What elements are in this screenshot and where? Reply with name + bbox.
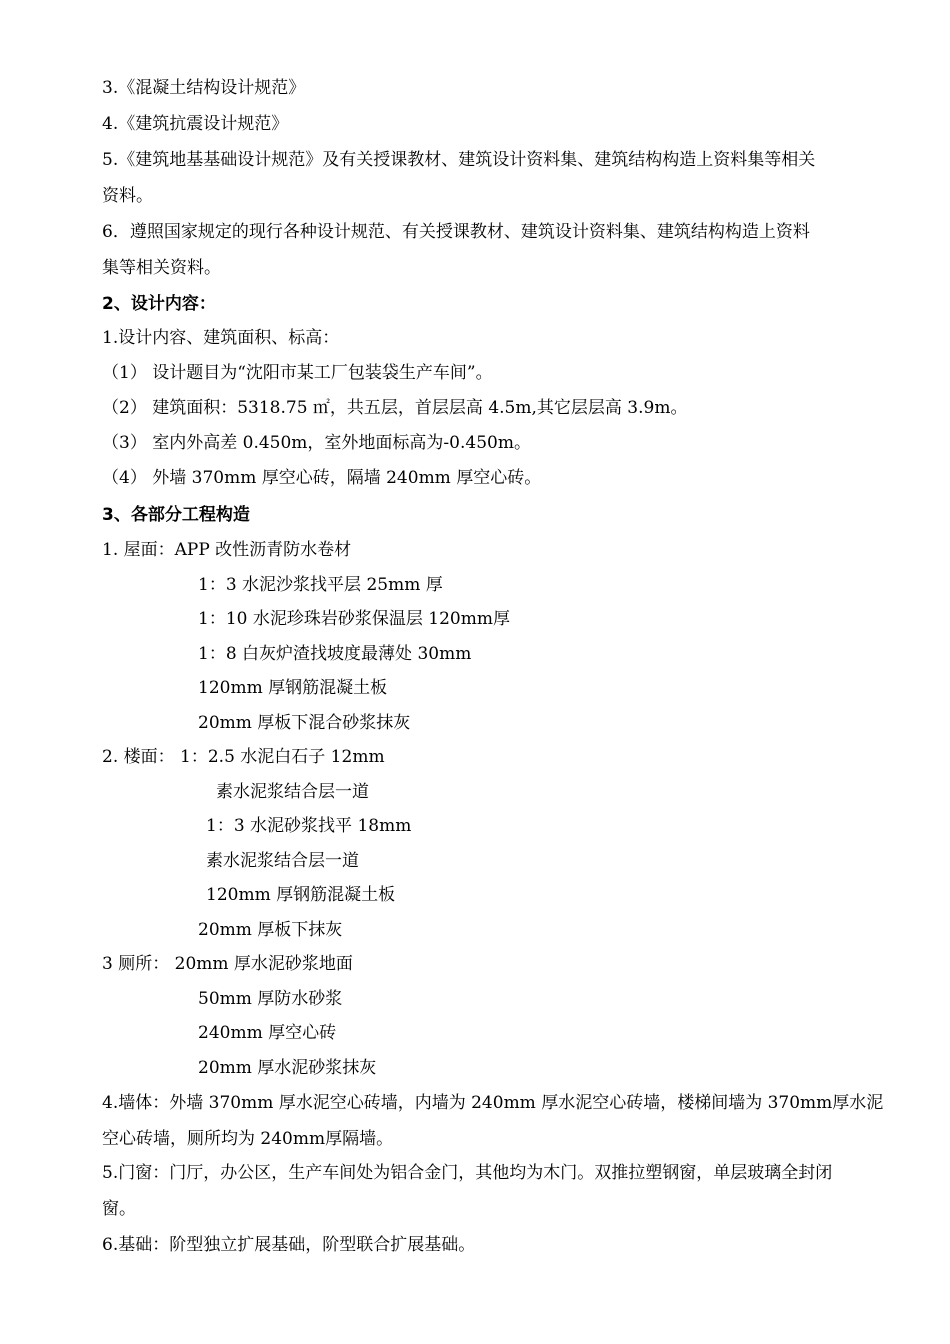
roof-layer: 20mm 厚板下混合砂浆抹灰 xyxy=(198,713,411,733)
door-window-line1: 5.门窗：门厅，办公区，生产车间处为铝合金门，其他均为木门。双推拉塑钢窗，单层玻璃全封闭 xyxy=(102,1163,833,1183)
design-item-1: （1） 设计题目为“沈阳市某工厂包装袋生产车间”。 xyxy=(102,363,493,383)
design-item-3: （3） 室内外高差 0.450m，室外地面标高为-0.450m。 xyxy=(102,433,531,453)
toilet-layer: 20mm 厚水泥砂浆抹灰 xyxy=(198,1058,377,1078)
floor-layer: 20mm 厚板下抹灰 xyxy=(198,920,343,940)
floor-layer: 素水泥浆结合层一道 xyxy=(206,851,359,871)
section-2-heading: 2、设计内容： xyxy=(102,294,216,314)
floor-layer: 素水泥浆结合层一道 xyxy=(216,782,369,802)
design-item-4: （4） 外墙 370mm 厚空心砖，隔墙 240mm 厚空心砖。 xyxy=(102,468,542,488)
roof-layer: 1：3 水泥沙浆找平层 25mm 厚 xyxy=(198,575,443,595)
section-2-intro: 1.设计内容、建筑面积、标高： xyxy=(102,328,340,348)
floor-layer: 1：3 水泥砂浆找平 18mm xyxy=(206,816,412,836)
toilet-layer: 50mm 厚防水砂浆 xyxy=(198,989,343,1009)
floor-layer: 120mm 厚钢筋混凝土板 xyxy=(206,885,396,905)
wall-line1: 4.墙体：外墙 370mm 厚水泥空心砖墙，内墙为 240mm 厚水泥空心砖墙，楼梯间墙为 370mm厚水泥 xyxy=(102,1093,884,1113)
reference-4: 4.《建筑抗震设计规范》 xyxy=(102,114,289,134)
section-3-heading: 3、各部分工程构造 xyxy=(102,505,250,525)
reference-5-line2: 资料。 xyxy=(102,186,153,206)
roof-title: 1. 屋面：APP 改性沥青防水卷材 xyxy=(102,540,352,560)
reference-3: 3.《混凝土结构设计规范》 xyxy=(102,78,306,98)
toilet-layer: 240mm 厚空心砖 xyxy=(198,1023,337,1043)
roof-layer: 1：8 白灰炉渣找坡度最薄处 30mm xyxy=(198,644,472,664)
floor-title: 2. 楼面： 1：2.5 水泥白石子 12mm xyxy=(102,747,385,767)
foundation-line: 6.基础：阶型独立扩展基础，阶型联合扩展基础。 xyxy=(102,1235,476,1255)
design-item-2: （2） 建筑面积：5318.75 ㎡，共五层，首层层高 4.5m,其它层层高 3.9m。 xyxy=(102,398,688,418)
reference-6-line2: 集等相关资料。 xyxy=(102,258,221,278)
toilet-title: 3 厕所： 20mm 厚水泥砂浆地面 xyxy=(102,954,353,974)
reference-5-line1: 5.《建筑地基基础设计规范》及有关授课教材、建筑设计资料集、建筑结构构造上资料集等相关 xyxy=(102,150,816,170)
roof-layer: 1：10 水泥珍珠岩砂浆保温层 120mm厚 xyxy=(198,609,510,629)
roof-layer: 120mm 厚钢筋混凝土板 xyxy=(198,678,388,698)
door-window-line2: 窗。 xyxy=(102,1199,136,1219)
reference-6-line1: 6．遵照国家规定的现行各种设计规范、有关授课教材、建筑设计资料集、建筑结构构造上资料 xyxy=(102,222,810,242)
wall-line2: 空心砖墙，厕所均为 240mm厚隔墙。 xyxy=(102,1129,394,1149)
